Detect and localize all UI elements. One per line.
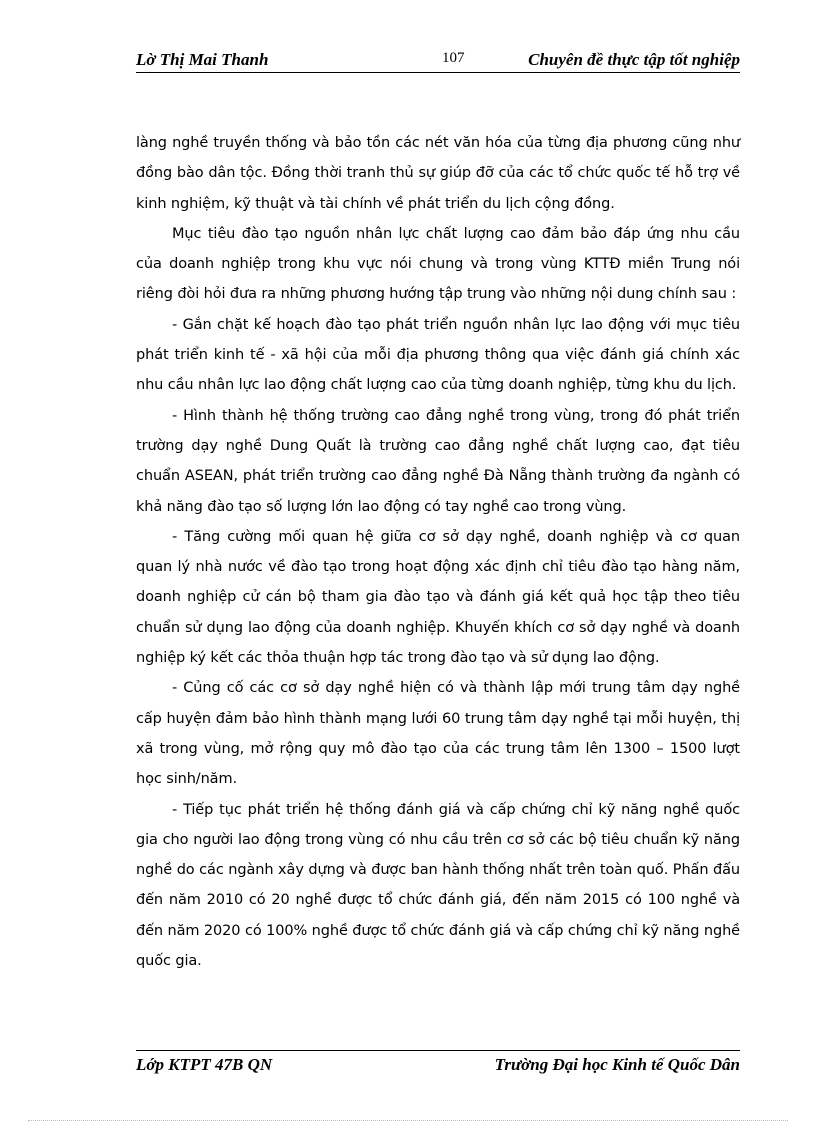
paragraph: - Hình thành hệ thống trường cao đẳng nghề trong vùng, trong đó phát triển trường dạy nghề Dung Quất là trường cao đẳng nghề chất lượng cao, đạt tiêu chuẩn ASEAN, phát triển trường cao đẳng nghề Đà Nẵng thành trường đa ngành có khả năng đào tạo số lượng lớn lao động có tay nghề cao trong vùng. bbox=[136, 407, 740, 515]
footer-class: Lớp KTPT 47B QN bbox=[136, 1055, 273, 1074]
paragraph: làng nghề truyền thống và bảo tồn các nét văn hóa của từng địa phương cũng như đồng bào dân tộc. Đồng thời tranh thủ sự giúp đỡ của các tổ chức quốc tế hỗ trợ về kinh nghiệm, kỹ thuật và tài chính về phát triển du lịch cộng đồng. bbox=[136, 135, 740, 212]
header-author: Lờ Thị Mai Thanh bbox=[136, 50, 269, 69]
paragraph: - Tăng cường mối quan hệ giữa cơ sở dạy nghề, doanh nghiệp và cơ quan quan lý nhà nước về đào tạo trong hoạt động xác định chỉ tiêu đào tạo hàng năm, doanh nghiệp cử cán bộ tham gia đào tạo và đánh giá kết quả học tập theo tiêu chuẩn sử dụng lao động của doanh nghiệp. Khuyến khích cơ sở dạy nghề và doanh nghiệp ký kết các thỏa thuận hợp tác trong đào tạo và sử dụng lao động. bbox=[136, 528, 740, 667]
page-header bbox=[136, 48, 740, 73]
header-topic: Chuyên đề thực tập tốt nghiệp bbox=[528, 50, 740, 69]
paragraph: - Gắn chặt kế hoạch đào tạo phát triển nguồn nhân lực lao động với mục tiêu phát triển kinh tế - xã hội của mỗi địa phương thông qua việc đánh giá chính xác nhu cầu nhân lực lao động chất lượng cao của từng doanh nghiệp, từng khu du lịch. bbox=[136, 316, 740, 394]
page-edge-divider bbox=[28, 1120, 788, 1121]
page-footer bbox=[136, 1050, 740, 1077]
footer-university: Trường Đại học Kinh tế Quốc Dân bbox=[494, 1055, 740, 1074]
paragraph: Mục tiêu đào tạo nguồn nhân lực chất lượng cao đảm bảo đáp ứng nhu cầu của doanh nghiệp trong khu vực nói chung và trong vùng KTTĐ miền Trung nói riêng đòi hỏi đưa ra những phương hướng tập trung vào những nội dung chính sau : bbox=[136, 225, 740, 303]
paragraph: - Tiếp tục phát triển hệ thống đánh giá và cấp chứng chỉ kỹ năng nghề quốc gia cho người lao động trong vùng có nhu cầu trên cơ sở các bộ tiêu chuẩn kỹ năng nghề do các ngành xây dựng và được ban hành thống nhất trên toàn quố. Phấn đấu đến năm 2010 có 20 nghề được tổ chức đánh giá, đến năm 2015 có 100 nghề và đến năm 2020 có 100% nghề được tổ chức đánh giá và cấp chứng chỉ kỹ năng nghề quốc gia. bbox=[136, 801, 740, 970]
body-text bbox=[136, 128, 740, 976]
paragraph: - Củng cố các cơ sở dạy nghề hiện có và thành lập mới trung tâm dạy nghề cấp huyện đảm bảo hình thành mạng lưới 60 trung tâm dạy nghề tại mỗi huyện, thị xã trong vùng, mở rộng quy mô đào tạo của các trung tâm lên 1300 – 1500 lượt học sinh/năm. bbox=[136, 680, 740, 788]
page-number: 107 bbox=[442, 50, 465, 66]
